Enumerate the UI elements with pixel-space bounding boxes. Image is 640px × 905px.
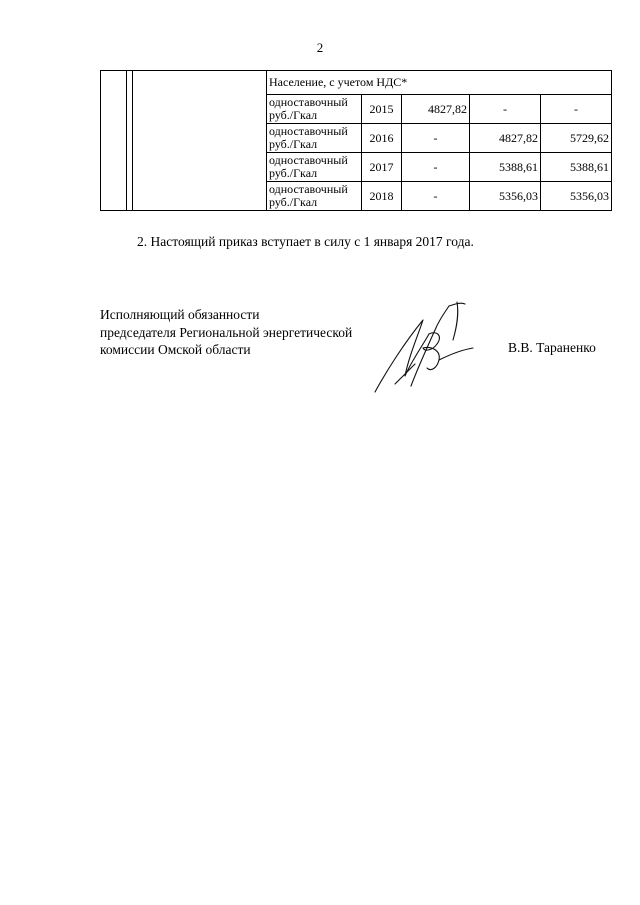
signer-name: В.В. Тараненко [508,340,596,355]
table-cell-year: 2017 [362,153,402,182]
signer-position-line-2: председателя Региональной энергетической [100,324,353,340]
table-cell-index [101,71,127,211]
table-cell-unit: одноставочный руб./Гкал [267,182,362,211]
table-cell-value-1: - [402,182,470,211]
table-cell-value-1: - [402,124,470,153]
table-cell-value-3: 5356,03 [541,182,612,211]
table-cell-value-2: 5356,03 [470,182,541,211]
clause-text: 2. Настоящий приказ вступает в силу с 1 января 2017 года. [137,234,474,249]
page-number: 2 [316,40,324,55]
table-cell-name [133,71,267,211]
table-group-row [101,71,612,95]
table-cell-year: 2015 [362,95,402,124]
table-cell-value-3: - [541,95,612,124]
tariff-table [100,70,612,211]
signer-position-line-3: комиссии Омской области [100,342,251,357]
table-cell-unit: одноставочный руб./Гкал [267,95,362,124]
table-cell-value-3: 5388,61 [541,153,612,182]
table-cell-unit: одноставочный руб./Гкал [267,124,362,153]
table-cell-value-2: 5388,61 [470,153,541,182]
table-cell-value-1: 4827,82 [402,95,470,124]
table-cell-value-2: - [470,95,541,124]
table-group-label: Население, с учетом НДС* [267,71,612,95]
table-cell-year: 2018 [362,182,402,211]
table-cell-value-1: - [402,153,470,182]
handwritten-signature [365,290,485,400]
table-cell-unit: одноставочный руб./Гкал [267,153,362,182]
table-cell-value-2: 4827,82 [470,124,541,153]
signature-block [100,306,352,359]
table-cell-value-3: 5729,62 [541,124,612,153]
table-cell-year: 2016 [362,124,402,153]
signer-position-line-1: Исполняющий обязанности [100,307,260,322]
